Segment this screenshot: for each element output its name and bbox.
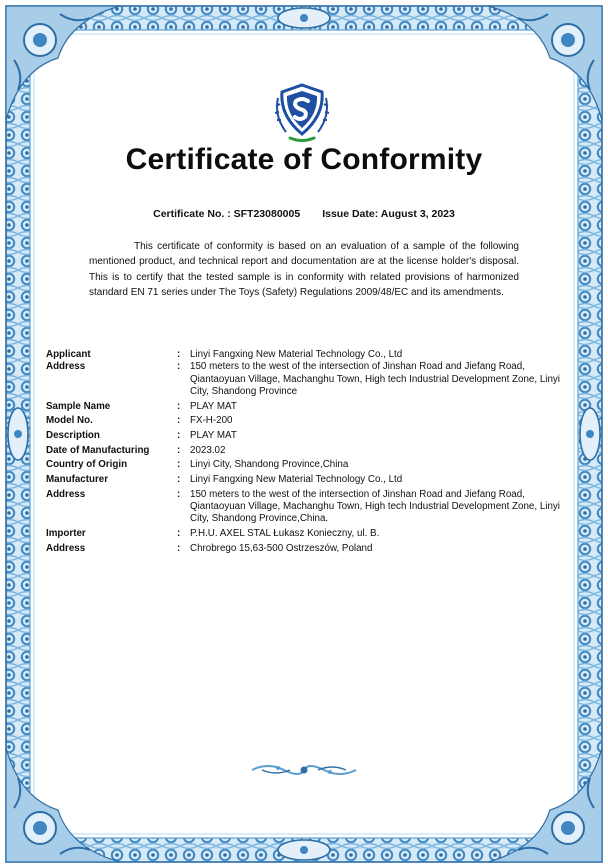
detail-label: Importer — [46, 527, 86, 539]
detail-value: 2023.02 — [190, 444, 226, 456]
detail-separator: : — [177, 444, 181, 456]
detail-row-manufacturer — [46, 472, 566, 487]
detail-label: Description — [46, 429, 100, 441]
certificate-title: Certificate of Conformity — [125, 143, 483, 176]
certificate-number: Certificate No. : SFT23080005 — [153, 208, 301, 220]
detail-label: Address — [46, 488, 86, 500]
detail-value: FX-H-200 — [190, 415, 233, 427]
detail-label: Country of Origin — [46, 459, 128, 471]
detail-separator: : — [177, 542, 181, 554]
detail-row-country-of-origin — [46, 457, 566, 472]
product-details-table — [46, 349, 566, 555]
detail-row-date-of-manufacturing — [46, 442, 566, 457]
detail-label: Sample Name — [46, 400, 111, 412]
statement-text: This certificate of conformity is based on an evaluation of a sample of the following mentioned product, and technical report and documentation are at the license holder's disposal. This is to certify that the tested sample is in conformity with related provisions of harmonized standard EN 71 series under The Toys (Safety) Regulations 2009/48/EC and its amendments. — [89, 241, 519, 299]
detail-separator: : — [177, 400, 181, 412]
detail-row-importer-address — [46, 540, 566, 555]
detail-separator: : — [177, 429, 181, 441]
detail-separator: : — [177, 459, 181, 471]
detail-value: Linyi Fangxing New Material Technology Co., Ltd — [190, 349, 403, 360]
detail-value: 150 meters to the west of the intersection of Jinshan Road and Jiefang Road, Qiantaoyuan Village, Machanghu Town, High tech Industrial Development Zone, Linyi City, Shandong Province,China. — [190, 488, 560, 525]
detail-separator: : — [177, 527, 181, 539]
detail-separator: : — [177, 349, 181, 360]
detail-row-description — [46, 428, 566, 443]
detail-separator: : — [177, 488, 181, 500]
shield-logo-icon — [270, 82, 334, 144]
detail-separator: : — [177, 361, 181, 373]
certificate-number-line — [0, 208, 608, 220]
detail-value: Linyi City, Shandong Province,China — [190, 459, 349, 471]
detail-label: Address — [46, 361, 86, 373]
detail-value: PLAY MAT — [190, 429, 237, 441]
detail-row-sample-name — [46, 398, 566, 413]
detail-value: Linyi Fangxing New Material Technology Co., Ltd — [190, 474, 403, 486]
detail-row-applicant — [46, 349, 566, 361]
detail-value: P.H.U. AXEL STAL Łukasz Konieczny, ul. B. — [190, 527, 380, 539]
detail-row-importer — [46, 526, 566, 541]
issue-date: Issue Date: August 3, 2023 — [322, 208, 455, 220]
detail-label: Address — [46, 542, 86, 554]
certificate-statement — [89, 239, 519, 301]
detail-value: 150 meters to the west of the intersection of Jinshan Road and Jiefang Road, Qiantaoyuan Village, Machanghu Town, High tech Industrial Development Zone, Linyi City, Shandong Province — [190, 361, 560, 397]
detail-label: Model No. — [46, 415, 93, 427]
detail-label: Manufacturer — [46, 474, 109, 486]
detail-separator: : — [177, 474, 181, 486]
flourish-divider-icon — [248, 760, 360, 780]
detail-separator: : — [177, 415, 181, 427]
detail-label: Date of Manufacturing — [46, 444, 150, 456]
detail-value: Chrobrego 15,63-500 Ostrzeszów, Poland — [190, 542, 373, 554]
detail-row-manufacturer-address — [46, 486, 566, 525]
detail-row-address — [46, 361, 566, 398]
detail-row-model-no — [46, 413, 566, 428]
detail-label: Applicant — [46, 349, 91, 360]
detail-value: PLAY MAT — [190, 400, 237, 412]
